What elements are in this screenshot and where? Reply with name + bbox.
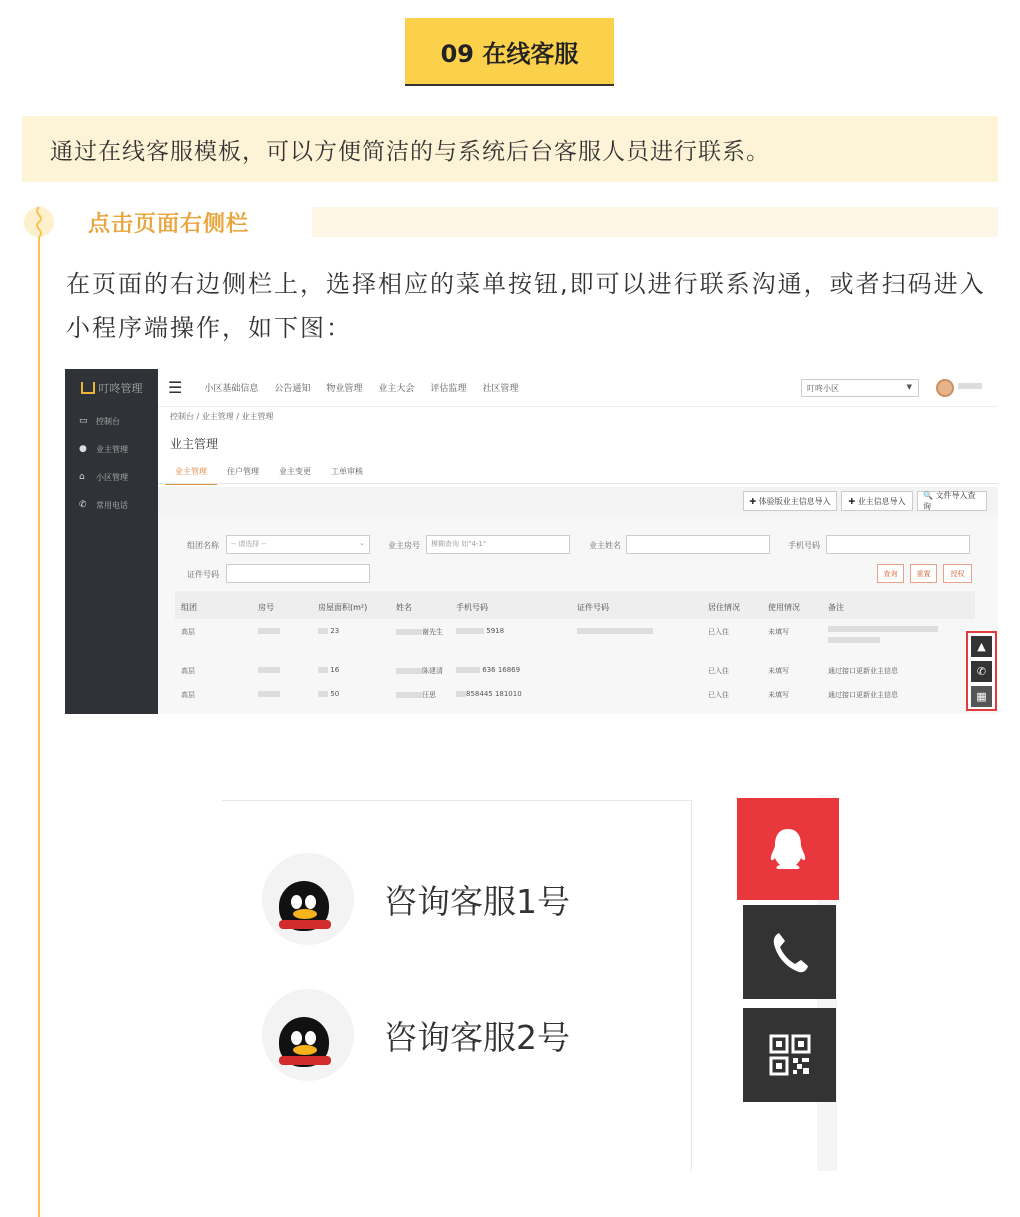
admin-screenshot bbox=[65, 369, 998, 714]
qq-icon bbox=[766, 826, 810, 872]
table-header bbox=[175, 591, 975, 619]
agent-name: 咨询客服1号 bbox=[384, 881, 570, 921]
logo-mark-icon bbox=[81, 382, 95, 394]
caret-down-icon: ▼ bbox=[906, 383, 912, 391]
table-cell: 16 bbox=[318, 666, 339, 674]
username-blurred bbox=[958, 383, 982, 389]
table-cell: 陈建清 bbox=[396, 666, 443, 676]
reset-button[interactable]: 重置 bbox=[910, 564, 937, 583]
tab-residents[interactable]: 住户管理 bbox=[227, 467, 259, 476]
contact-panel bbox=[222, 800, 692, 1171]
intro-text: 通过在线客服模板，可以方便简洁的与系统后台客服人员进行联系。 bbox=[22, 116, 998, 182]
sidebar-item-owners[interactable]: ● 业主管理 bbox=[79, 444, 128, 454]
table-cell bbox=[577, 627, 653, 635]
floating-sidebar bbox=[737, 798, 842, 1171]
phone-icon[interactable]: ✆ bbox=[971, 661, 992, 682]
phone-label: 手机号码 bbox=[788, 541, 820, 550]
page-title: 业主管理 bbox=[170, 437, 219, 451]
home-icon: ⌂ bbox=[79, 472, 85, 482]
auth-button[interactable]: 授权 bbox=[943, 564, 972, 583]
search-button[interactable]: 查询 bbox=[877, 564, 904, 583]
tab-bar bbox=[165, 463, 373, 485]
table-cell: 已入住 bbox=[708, 667, 729, 675]
col-header: 使用情况 bbox=[768, 603, 800, 612]
phone-input[interactable] bbox=[826, 535, 970, 554]
room-label: 业主房号 bbox=[388, 541, 420, 550]
caret-down-icon: ⌄ bbox=[359, 539, 365, 547]
qq-icon[interactable]: ▲ bbox=[971, 636, 992, 657]
sub-heading: 点击页面右侧栏 bbox=[72, 207, 998, 237]
phone-button[interactable] bbox=[743, 905, 836, 999]
toolbar bbox=[158, 487, 998, 515]
table-cell: 858445 181010 bbox=[456, 690, 522, 698]
col-header: 证件号码 bbox=[577, 603, 609, 612]
id-label: 证件号码 bbox=[187, 570, 219, 579]
room-input[interactable]: 模糊查询 如"4-1" bbox=[426, 535, 570, 554]
menu-item[interactable]: 公告通知 bbox=[274, 384, 311, 394]
table-cell: 已入住 bbox=[708, 691, 729, 699]
table-cell: 汪思 bbox=[396, 690, 436, 700]
tab-divider bbox=[158, 483, 998, 484]
table-cell: 23 bbox=[318, 627, 339, 635]
qrcode-icon[interactable]: ▦ bbox=[971, 686, 992, 707]
tab-review[interactable]: 工单审核 bbox=[331, 467, 363, 476]
import-trial-button[interactable]: ✚ 体验版业主信息导入 bbox=[743, 491, 837, 511]
col-header: 居住情况 bbox=[708, 603, 740, 612]
table-cell: 未填写 bbox=[768, 691, 789, 699]
import-button[interactable]: ✚ 业主信息导入 bbox=[841, 491, 913, 511]
avatar[interactable] bbox=[936, 379, 954, 397]
phone-icon bbox=[769, 929, 811, 975]
group-select[interactable]: -- 请选择 -- ⌄ bbox=[226, 535, 370, 554]
menu-item[interactable]: 社区管理 bbox=[482, 384, 519, 394]
col-header: 姓名 bbox=[396, 603, 412, 612]
table-cell: 高层 bbox=[181, 628, 195, 636]
table-cell: 通过接口更新业主信息 bbox=[828, 691, 898, 699]
col-header: 手机号码 bbox=[456, 603, 488, 612]
contact-panel-screenshot bbox=[222, 795, 842, 1171]
table-cell: 高层 bbox=[181, 691, 195, 699]
tab-owners[interactable]: 业主管理 bbox=[165, 463, 217, 485]
monitor-icon: ▭ bbox=[79, 416, 88, 426]
table-cell: 谢先生 bbox=[396, 627, 443, 637]
menu-item[interactable]: 评估监理 bbox=[430, 384, 467, 394]
agent-item[interactable] bbox=[262, 853, 570, 945]
table-cell bbox=[258, 627, 280, 635]
menu-item[interactable]: 物业管理 bbox=[326, 384, 363, 394]
col-header: 房号 bbox=[258, 603, 274, 612]
table-cell: 未填写 bbox=[768, 667, 789, 675]
menu-toggle-icon[interactable]: ☰ bbox=[168, 378, 183, 397]
col-header: 组团 bbox=[181, 603, 197, 612]
menu-item[interactable]: 业主大会 bbox=[378, 384, 415, 394]
name-input[interactable] bbox=[626, 535, 770, 554]
timeline-line bbox=[38, 230, 40, 1217]
agent-item[interactable] bbox=[262, 989, 570, 1081]
tab-changes[interactable]: 业主变更 bbox=[279, 467, 311, 476]
penguin-avatar-icon bbox=[262, 853, 354, 945]
file-query-button[interactable]: 🔍 文件导入查询 bbox=[917, 491, 987, 511]
agent-name: 咨询客服2号 bbox=[384, 1017, 570, 1057]
table-cell: 高层 bbox=[181, 667, 195, 675]
sidebar-item-phones[interactable]: ✆ 常用电话 bbox=[79, 500, 128, 510]
table-cell: 已入住 bbox=[708, 628, 729, 636]
table-cell: 5918 bbox=[456, 627, 504, 635]
penguin-avatar-icon bbox=[262, 989, 354, 1081]
table-cell bbox=[828, 625, 938, 643]
qq-button[interactable] bbox=[737, 798, 839, 900]
sidebar-item-community[interactable]: ⌂ 小区管理 bbox=[79, 472, 128, 482]
table-cell: 50 bbox=[318, 690, 339, 698]
body-paragraph: 在页面的右边侧栏上，选择相应的菜单按钮,即可以进行联系沟通，或者扫码进入小程序端操作，如下图： bbox=[66, 270, 986, 342]
col-header: 备注 bbox=[828, 603, 844, 612]
id-input[interactable] bbox=[226, 564, 370, 583]
section-title: 09 在线客服 bbox=[405, 18, 614, 86]
sidebar-item-dashboard[interactable]: ▭ 控制台 bbox=[79, 416, 120, 426]
breadcrumb: 控制台 / 业主管理 / 业主管理 bbox=[170, 412, 274, 421]
qrcode-button[interactable] bbox=[743, 1008, 836, 1102]
qrcode-icon bbox=[768, 1033, 812, 1077]
table-cell: 通过接口更新业主信息 bbox=[828, 667, 898, 675]
admin-topbar bbox=[158, 369, 998, 407]
group-label: 组团名称 bbox=[187, 541, 219, 550]
floating-sidebar-highlight bbox=[966, 631, 997, 711]
menu-item[interactable]: 小区基础信息 bbox=[204, 384, 259, 394]
col-header: 房屋面积(m²) bbox=[318, 603, 368, 612]
name-label: 业主姓名 bbox=[589, 541, 621, 550]
table-cell: 未填写 bbox=[768, 628, 789, 636]
bullet-icon bbox=[22, 204, 56, 240]
table-cell bbox=[258, 666, 280, 674]
table-cell: 636 16869 bbox=[456, 666, 520, 674]
admin-logo: 叮咚管理 bbox=[65, 369, 158, 407]
table-cell bbox=[258, 690, 280, 698]
phone-icon: ✆ bbox=[79, 500, 87, 510]
user-icon: ● bbox=[79, 444, 87, 454]
community-select[interactable]: 叮咚小区 ▼ bbox=[801, 379, 919, 397]
admin-sidebar bbox=[65, 369, 158, 714]
